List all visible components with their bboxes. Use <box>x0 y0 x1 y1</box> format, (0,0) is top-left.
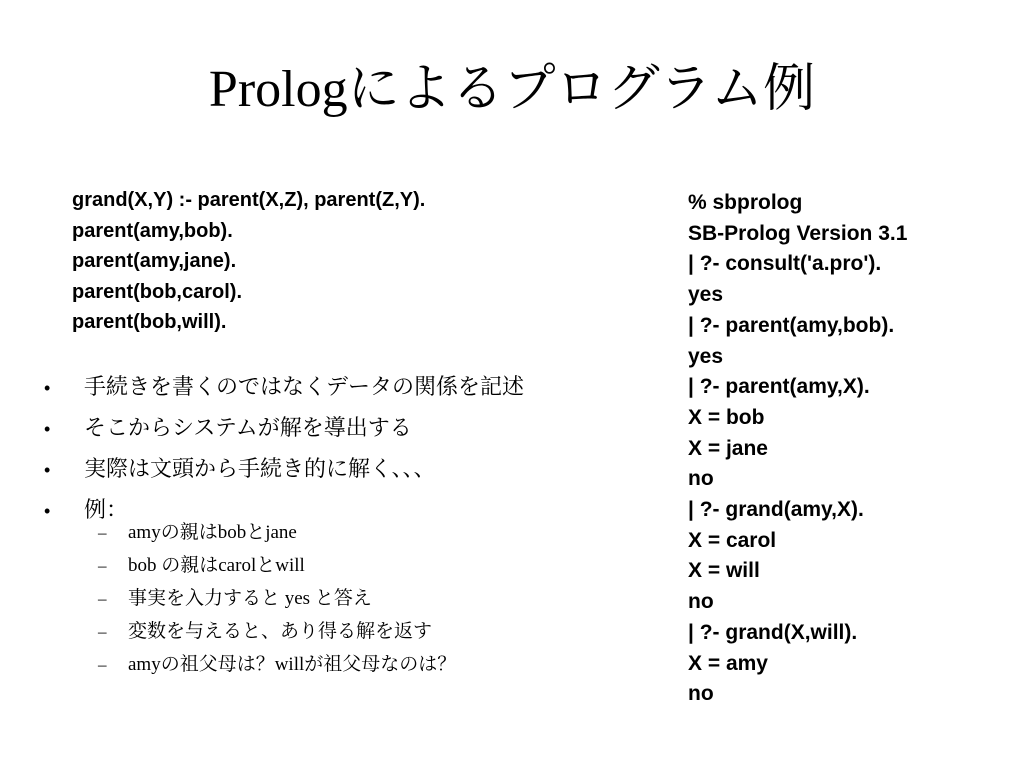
session-line: X = will <box>688 559 760 583</box>
slide-title: Prologによるプログラム例 <box>208 61 816 118</box>
session-line: | ?- grand(amy,X). <box>688 498 864 522</box>
session-line: X = carol <box>688 528 777 552</box>
code-line: parent(amy,jane). <box>72 250 237 272</box>
session-line: X = jane <box>688 436 768 460</box>
bullet-item <box>44 368 664 409</box>
session-line: | ?- consult('a.pro'). <box>688 252 882 276</box>
bullet-marker: • <box>44 460 51 480</box>
dash-marker: – <box>98 622 107 641</box>
session-line: yes <box>688 283 724 307</box>
bullet-marker: • <box>44 378 51 398</box>
session-line: X = amy <box>688 651 768 675</box>
code-line: parent(amy,bob). <box>72 219 233 242</box>
dash-marker: – <box>98 523 107 542</box>
dash-marker: – <box>98 589 107 608</box>
dash-marker: – <box>98 556 107 575</box>
session-line: | ?- parent(amy,bob). <box>688 313 895 337</box>
session-line: no <box>688 467 714 491</box>
sub-bullet-text: 事実を入力すると yes と答え <box>128 588 372 609</box>
session-line: no <box>688 590 714 614</box>
prolog-session-transcript <box>688 188 907 710</box>
session-line: no <box>688 682 714 706</box>
bullet-list <box>44 368 664 532</box>
code-line: grand(X,Y) :- parent(X,Z), parent(Z,Y). <box>72 189 426 211</box>
bullet-item <box>44 409 664 450</box>
bullet-text: 手続きを書くのではなくデータの関係を記述 <box>84 375 525 400</box>
session-line: SB-Prolog Version 3.1 <box>688 221 908 245</box>
sub-bullet-item <box>98 517 658 550</box>
session-line: X = bob <box>688 405 765 429</box>
bullet-text: 実際は文頭から手続き的に解く、、、 <box>84 457 436 482</box>
session-line: % sbprolog <box>688 191 803 214</box>
code-line: parent(bob,will). <box>72 311 227 333</box>
code-line: parent(bob,carol). <box>72 280 243 303</box>
sub-bullet-item <box>98 550 658 583</box>
sub-bullet-text: amyの親はbobとjane <box>128 522 297 543</box>
session-line: | ?- parent(amy,X). <box>688 375 870 399</box>
session-line: | ?- grand(X,will). <box>688 620 858 644</box>
session-line: yes <box>688 344 724 368</box>
bullet-marker: • <box>44 419 51 439</box>
bullet-text: 例： <box>84 498 129 523</box>
sub-bullet-item <box>98 649 658 682</box>
sub-bullet-text: bob の親はcarolとwill <box>128 555 305 576</box>
sub-bullet-text: 変数を与えると、あり得る解を返す <box>128 621 433 642</box>
dash-marker: – <box>98 655 107 674</box>
sub-bullet-text: amyの祖父母は？willが祖父母なのは？ <box>128 654 457 675</box>
bullet-item <box>44 450 664 491</box>
sub-bullet-list <box>98 517 658 682</box>
bullet-marker: • <box>44 501 51 521</box>
sub-bullet-item <box>98 583 658 616</box>
prolog-program <box>72 185 425 338</box>
sub-bullet-item <box>98 616 658 649</box>
bullet-text: そこからシステムが解を導出する <box>84 416 412 441</box>
